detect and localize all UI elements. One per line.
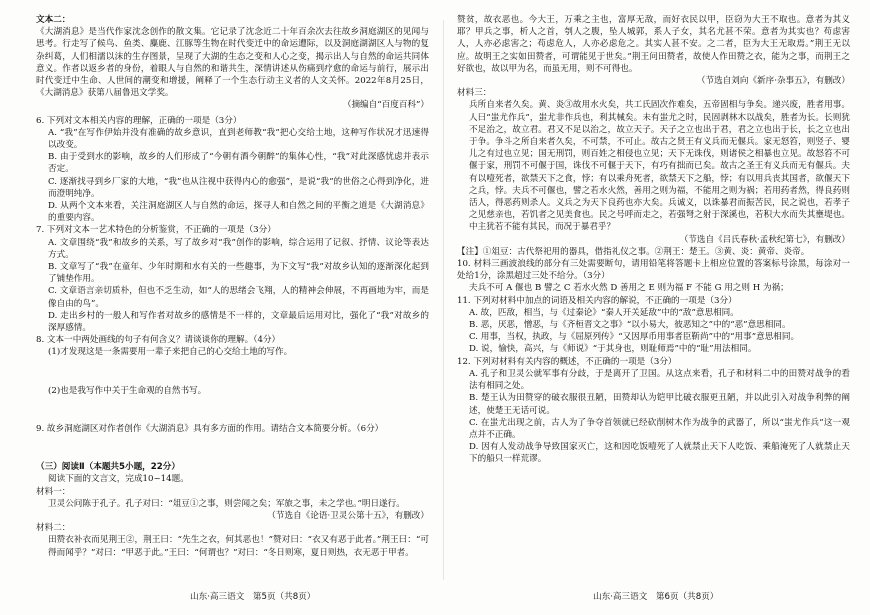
right-line-5: 【注】①俎豆：古代祭祀用的器具，借指礼仪之事。②荆王：楚王。③黄、炎：黄帝、炎帝。 xyxy=(457,246,810,257)
right-line-11: C. 用事，当权，执政，与《屈原列传》“又因厚币用事者臣靳尚”中的“用事”意思相同。 xyxy=(469,332,800,343)
right-column xyxy=(457,14,850,466)
left-line-9: 7. 下列对文本一艺术特色的分析鉴赏，不正确的一项是（3分） xyxy=(36,225,276,236)
right-line-1: （节选自刘向《新序·杂事五》，有删改） xyxy=(696,76,850,87)
left-line-14: 8. 文本一中两处画线的句子有何含义？请谈谈你的理解。（4分） xyxy=(36,335,281,346)
right-line-12: D. 说，愉快，高兴，与《师说》“于其身也，则耻师焉”中的“耻”用法相同。 xyxy=(469,344,757,355)
right-line-14: A. 孔子和卫灵公就军事有分歧，于是离开了卫国。从这点来看，孔子和材料二中的田赞对战争的看法有相同之处。 xyxy=(469,368,850,392)
left-line-5: A. “我”在写作伊始并没有准确的故乡意识，直到老师教“我”把心交给土地，这种写作状况才迅速得以改变。 xyxy=(48,127,429,151)
left-line-4: 6. 下列对文本相关内容的理解，正确的一项是（3分） xyxy=(36,115,242,126)
left-line-0: 文本二： xyxy=(36,15,71,25)
left-line-16 xyxy=(36,359,429,385)
left-line-7: C. 逐渐找寻到乡厂家的大地，“我”也从注视中获得内心的愈强”，是说“我”的世俗之心得到净化，进而澄明纯净。 xyxy=(48,176,429,199)
left-line-2: （摘编自“百度百科”） xyxy=(342,100,429,111)
right-line-10: B. 恶，厌恶，憎恶，与《齐桓晋文之事》“以小易大，彼恶知之”中的“恶”意思相同。 xyxy=(469,320,791,331)
left-line-26: 材料二： xyxy=(36,523,71,534)
right-line-8: 11. 下列对材料中加点的词语及相关内容的解说，不正确的一项是（3分） xyxy=(457,295,737,306)
left-line-21: （三）阅读Ⅱ（本题共5小题，22分） xyxy=(36,462,180,473)
left-line-23: 材料一： xyxy=(36,486,71,497)
left-line-22: 阅读下面的文言文，完成10~14题。 xyxy=(48,474,189,485)
page-footer-left: 山东·高三语文 第5页（共8页） xyxy=(190,592,316,602)
left-line-10: A. 文章围绕“我”和故乡的关系，写了故乡对“我”创作的影响，综合运用了记叙、抒情、议论等表达方式。 xyxy=(48,237,429,260)
left-column xyxy=(36,14,429,559)
right-line-4: （节选自《吕氏春秋·孟秋纪第七》，有删改） xyxy=(679,234,850,245)
left-line-18 xyxy=(36,397,429,423)
right-line-9: A. 故，匹敌，相当，与《过秦论》“秦人开关延敌”中的“敌”意思相同。 xyxy=(469,307,739,318)
right-line-16: C. 在蚩尤出现之前，古人为了争夺首领就已经砍削树木作为战争的武器了，所以“蚩尤作兵”这一观点并不正确。 xyxy=(469,417,850,440)
right-line-3: 兵所自来者久矣。黄、炎③故用水火矣，共工氏固次作难矣，五帝固相与争矣。递兴废，胜者用事。人曰“蚩尤作兵”，蚩尤非作兵也，利其械矣。未有蚩尤之时，民固剥林木以战矣，胜者为长。长则犹不足治之，故立君。君又不足以治之，故立天子。天子之立也出于君，君之立也出于长，长之立也出于争。争斗之所自来者久矣，不可禁，不可止。故古之贤王有义兵而无偃兵。家无怒笞，则竖子、婴儿之有过也立见；国无刑罚，则百姓之相侵也立见；天下无诛伐，则诸侯之相暴也立见。故怒笞不可偃于家，刑罚不可偃于国，诛伐不可偃于天下，有巧有拙而已矣。故古之圣王有义兵而无有偃兵。夫有以噎死者，欲禁天下之食，悖；有以乘舟死者，欲禁天下之船，悖；有以用兵丧其国者，欲偃天下之兵，悖。夫兵不可偃也，譬之若水火然，善用之则为福，不能用之则为祸；若用药者然，得良药则活人，得恶药则杀人。义兵之为天下良药也亦大矣。兵诚义，以诛暴君而振苦民，民之说也，若孝子之见慈亲也，若饥者之见美食也。民之号呼而走之，若强弩之射于深溪也，若积大水而失其壅堤也。中主犹若不能有其民，而况于暴君乎？ xyxy=(469,100,850,233)
left-line-19: 9. 故乡洞庭湖区对作者创作《大湖消息》具有多方面的作用。请结合文本简要分析。（6分） xyxy=(36,423,384,434)
left-line-6: B. 由于受到水的影响，故乡的人们形成了“今朝有酒今朝醉”的集体心性，“我”对此深感忧虑并表示否定。 xyxy=(48,152,429,175)
left-line-17: (2)也是我写作中关于生命观的自然书写。 xyxy=(48,385,207,396)
right-line-0: 赞贫，故衣恶也。今大王，万乘之主也，富厚无敌，而好衣民以甲，臣窃为大王不取也。意者为其义耶？甲兵之事，析人之首，刳人之腹，坠人城郭，系人子女，其名尤甚不荣。意者为其实也？苟虑害人，人亦必虑害之；苟虑危人，人亦必虑危之。其实人甚不安。之二者，臣为大王无取焉。”荆王无以应。故明王之实如田赞者，可谓能见于世矣。”荆王问田赞者，故使人作田赞之衣，能为之事，而荆王之好欲也，故以甲为名，而虽无用，则不可得也。 xyxy=(457,15,850,74)
column-divider xyxy=(443,20,444,580)
left-line-8: D. 从两个文本来看，关注洞庭湖区人与自然的命运，探寻人和自然之间的平衡之道是《大湖消息》的重要内容。 xyxy=(48,201,429,224)
right-line-15: B. 楚王认为田赞穿的破衣服很丑陋，田赞却认为铠甲比破衣服更丑陋，并以此引入对战争利弊的阐述，使楚王无话可说。 xyxy=(469,393,850,416)
left-line-12: C. 文章语言亲切质朴，但也不乏生动，如“人的思绪会飞翔，人的精神会伸展，不再画地为牢，而是像自由的鸟”。 xyxy=(48,286,429,309)
right-line-2: 材料三： xyxy=(457,88,492,99)
left-line-25: （节选自《论语·卫灵公第十五》，有删改） xyxy=(267,510,429,521)
right-line-17: D. 因有人发动战争导致国家灭亡，这和因吃饭噎死了人就禁止天下人吃饭、乘船淹死了人就禁止天下的船只一样荒谬。 xyxy=(469,442,850,465)
left-line-15: (1)才发现这是一条需要用一辈子来把自己的心交给土地的写作。 xyxy=(48,347,293,358)
left-line-11: B. 文章写了“我”在童年、少年时期和水有关的一些趣事，为下文写“我”对故乡认知的逐渐深化起到了铺垫作用。 xyxy=(48,262,429,285)
left-line-24: 卫灵公问陈于孔子。孔子对曰：“俎豆①之事，则尝闻之矣；军旅之事，未之学也。”明日遂行。 xyxy=(48,498,405,509)
left-line-13: D. 走出乡村的一般人和写作者对故乡的感情是不一样的，文章最后运用对比，强化了“我”对故乡的深厚感情。 xyxy=(48,310,429,334)
left-line-20 xyxy=(36,435,429,461)
right-line-6: 10. 材料三画波浪线的部分有三处需要断句，请用铅笔将答题卡上相应位置的答案标号涂黑，每涂对一处给1分，涂黑超过三处不给分。（3分） xyxy=(457,259,850,282)
page-footer-right: 山东·高三语文 第6页（共8页） xyxy=(593,592,719,602)
right-line-7: 夫兵不可 A 偃也 B 譬之 C 若水火然 D 善用之 E 则为福 F 不能 G 用之则 H 为祸； xyxy=(469,283,789,294)
left-line-1: 《大湖消息》是当代作家沈念创作的散文集。它记录了沈念近二十年百余次去往故乡洞庭湖区的见闻与思考。行走写了候鸟、鱼类、麋鹿、江豚等生物在时代变迁中的命运遭际，以及洞庭湖湖区人与物的复杂纠葛，人们相濡以沫的生存图景，呈现了大湖的生态之变和人心之变，揭示出人与自然的命运共同体意义。作者以返乡者的身份，着眼人与自然的和谐共生，深情讲述从伤痛到疗愈的命运与前行，展示出时代变迁中生命、人世间的潮变和增援，阐释了一个生态行动主义者的人文关怀。2022年8月25日，《大湖消息》获第八届鲁迅文学奖。 xyxy=(36,27,429,99)
left-line-27: 田赞衣补衣而见荆王②，荆王曰：“先生之衣，何其恶也！”赞对曰：“衣又有恶于此者。”荆王曰：“可得而闻乎？”对曰：“甲恶于此。”王曰：“何谓也？”对曰：“冬日则寒，夏日则热，衣无恶于甲者。 xyxy=(48,535,429,558)
right-line-13: 12. 下列对材料有关内容的概述，不正确的一项是（3分） xyxy=(457,356,677,367)
